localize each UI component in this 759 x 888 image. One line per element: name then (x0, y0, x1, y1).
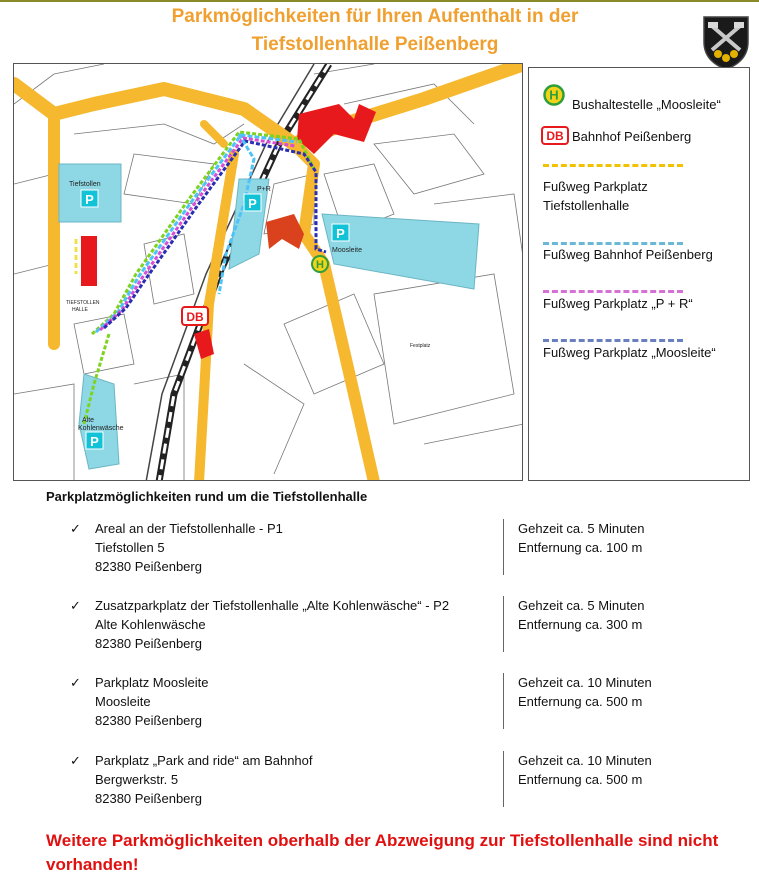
map-legend (528, 67, 750, 481)
label-pr: P+R (257, 186, 271, 193)
legend-item-bahnhof: Fußweg Bahnhof Peißenberg (543, 247, 713, 262)
coat-of-arms-icon (700, 14, 752, 70)
legend-line-pr (543, 290, 683, 293)
parking-entry-name: Areal an der Tiefstollenhalle - P1 (95, 521, 283, 536)
legend-line-moosleite (543, 339, 683, 342)
parking-entry-name: Zusatzparkplatz der Tiefstollenhalle „Alte Kohlenwäsche“ - P2 (95, 598, 450, 613)
parking-entry-street: Tiefstollen 5 (95, 540, 165, 555)
parking-marker-pr-letter: P (248, 196, 257, 211)
building-tiefstollenhalle (81, 236, 97, 286)
parking-entry-address (95, 596, 449, 653)
parking-entry-times (518, 519, 644, 557)
bus-stop-icon (312, 256, 328, 272)
parking-entry-name: Parkplatz „Park and ride“ am Bahnhof (95, 753, 313, 768)
entry-separator (503, 751, 504, 807)
parking-entry-distance: Entfernung ca. 300 m (518, 617, 643, 632)
entry-separator (503, 519, 504, 575)
map-drawing (14, 64, 523, 481)
top-rule (0, 0, 759, 2)
legend-bus-label: Bushaltestelle „Moosleite“ (572, 97, 721, 112)
db-legend-letter: DB (546, 129, 564, 143)
building-north (297, 104, 376, 154)
parking-entry-distance: Entfernung ca. 500 m (518, 772, 643, 787)
parking-entry-street: Bergwerkstr. 5 (95, 772, 179, 787)
parking-entry-walk-time: Gehzeit ca. 5 Minuten (518, 521, 645, 536)
parking-entry-times (518, 673, 652, 711)
legend-line-bahnhof (543, 242, 683, 245)
db-station-label: DB (186, 310, 204, 324)
label-tiefstollen: Tiefstollen (69, 181, 101, 188)
parking-entry-name: Parkplatz Moosleite (95, 675, 209, 690)
parking-entry-city: 82380 Peißenberg (95, 713, 202, 728)
check-icon: ✓ (70, 675, 81, 690)
parking-entry-walk-time: Gehzeit ca. 10 Minuten (518, 753, 652, 768)
label-kohlenwaesche: Kohlenwäsche (78, 425, 124, 432)
label-tiefstollenhalle-2: HALLE (72, 307, 88, 313)
legend-item-tiefstollen-line1: Fußweg Parkplatz (543, 179, 648, 194)
parking-entry-city: 82380 Peißenberg (95, 636, 202, 651)
legend-db-label: Bahnhof Peißenberg (572, 129, 692, 144)
label-alte: Alte (82, 417, 95, 424)
check-icon: ✓ (70, 521, 81, 536)
parking-entry-distance: Entfernung ca. 500 m (518, 694, 643, 709)
parking-marker-p2-letter: P (90, 434, 99, 449)
parking-entry-times (518, 751, 652, 789)
entry-separator (503, 596, 504, 652)
parking-entry-address (95, 673, 208, 730)
label-festplatz: Festplatz (410, 343, 431, 349)
parking-entry-address (95, 751, 313, 808)
parking-entry-times (518, 596, 644, 634)
parking-entry-city: 82380 Peißenberg (95, 791, 202, 806)
db-station-icon (182, 307, 208, 325)
db-legend-icon (541, 126, 569, 145)
parking-entry-walk-time: Gehzeit ca. 5 Minuten (518, 598, 645, 613)
parking-marker-moosleite-letter: P (336, 226, 345, 241)
parking-marker-p1-letter: P (85, 192, 94, 207)
entry-separator (503, 673, 504, 729)
site-map (13, 63, 523, 481)
page-title-line2: Tiefstollenhalle Peißenberg (251, 34, 499, 55)
parking-entry-street: Moosleite (95, 694, 151, 709)
legend-line-tiefstollen (543, 164, 683, 167)
bus-stop-legend-icon (543, 84, 565, 106)
warning-notice (46, 829, 726, 877)
warning-line1: Weitere Parkmöglichkeiten oberhalb der Abzweigung zur Tiefstollenhalle sind nicht (46, 831, 719, 850)
bus-stop-letter: H (316, 259, 324, 271)
label-tiefstollenhalle-1: TIEFSTOLLEN (66, 300, 100, 306)
warning-line2: vorhanden! (46, 855, 139, 874)
section-heading: Parkplatzmöglichkeiten rund um die Tiefstollenhalle (46, 489, 368, 504)
parking-entry-distance: Entfernung ca. 100 m (518, 540, 643, 555)
check-icon: ✓ (70, 598, 81, 613)
parking-entry-walk-time: Gehzeit ca. 10 Minuten (518, 675, 652, 690)
parking-entry-street: Alte Kohlenwäsche (95, 617, 206, 632)
parking-entry-address (95, 519, 283, 576)
page-title-line1: Parkmöglichkeiten für Ihren Aufenthalt in der (171, 6, 579, 27)
legend-item-tiefstollen-line2: Tiefstollenhalle (543, 198, 630, 213)
parking-entry-city: 82380 Peißenberg (95, 559, 202, 574)
building-pr (266, 214, 304, 249)
legend-item-moosleite: Fußweg Parkplatz „Moosleite“ (543, 345, 716, 360)
bus-stop-legend-letter: H (549, 87, 559, 103)
check-icon: ✓ (70, 753, 81, 768)
label-moosleite: Moosleite (332, 247, 362, 254)
legend-item-pr: Fußweg Parkplatz „P + R“ (543, 296, 693, 311)
